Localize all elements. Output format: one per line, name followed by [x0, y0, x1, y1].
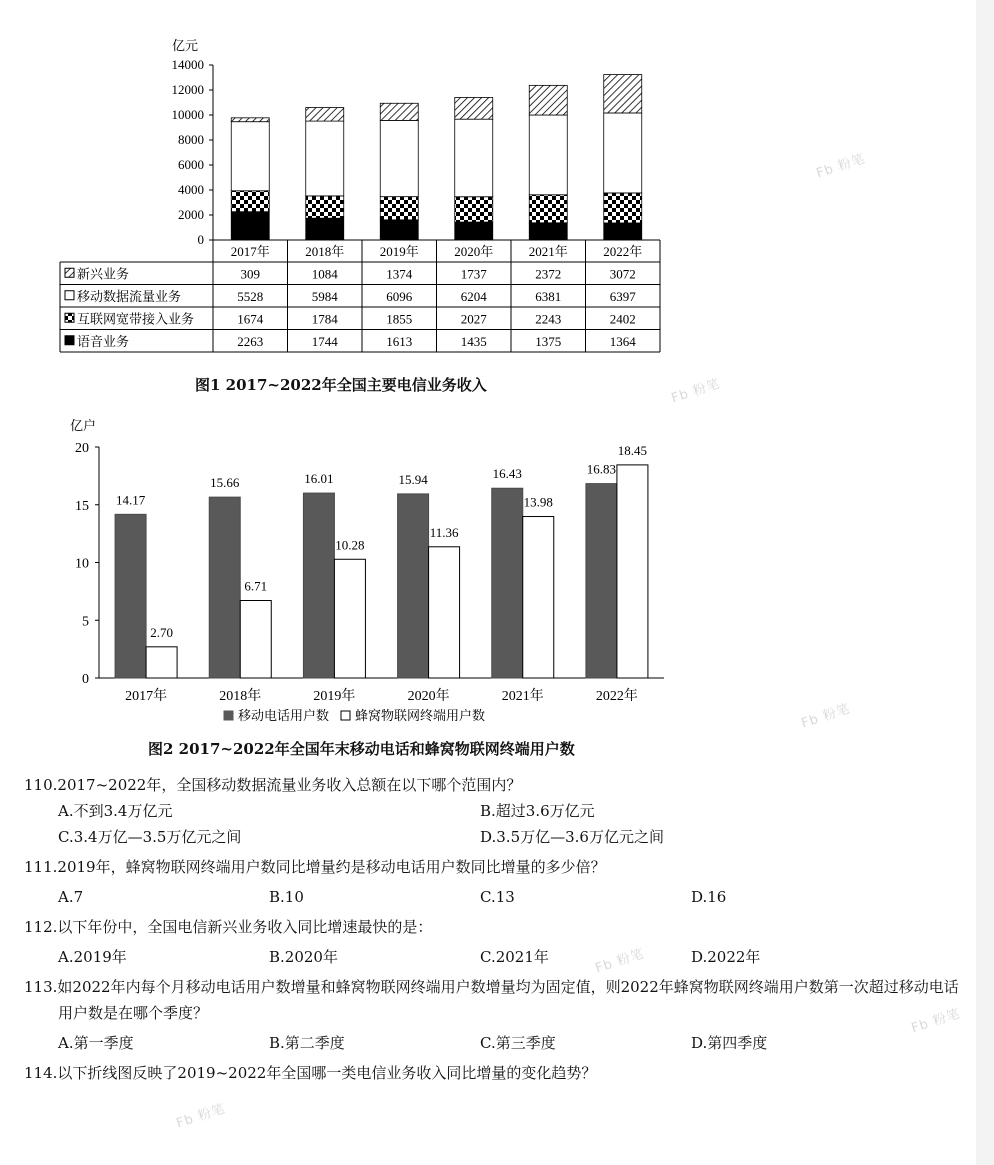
figure2-data-label: 18.45: [617, 442, 648, 458]
figure2-data-label: 2.70: [150, 624, 173, 640]
question-number: 111.: [24, 858, 58, 876]
figure1-legend-marker: [65, 313, 74, 322]
figure2-bar-iot: [240, 600, 271, 678]
figure1-table-cell: 2243: [535, 311, 562, 327]
question-text: 2017~2022年，全国移动数据流量业务收入总额在以下哪个范围内？: [57, 776, 522, 794]
figure2-bar-iot: [617, 465, 648, 678]
figure2-bar-iot: [523, 517, 554, 678]
figure1-bar-segment: [306, 121, 344, 196]
figure1-bar-segment: [455, 119, 493, 197]
watermark: Fb 粉笔: [799, 701, 853, 732]
figure2-legend-marker: [341, 711, 350, 720]
watermark: Fb 粉笔: [593, 946, 647, 977]
question-list: [24, 770, 964, 1086]
figure2-legend-label: 蜂窝物联网终端用户数: [355, 708, 486, 723]
figure1-legend-marker: [65, 336, 74, 345]
figure1-x-tick-label: 2018年: [305, 244, 345, 259]
figure1-legend-label: 语音业务: [77, 333, 130, 349]
figure2-legend-marker: [224, 711, 233, 720]
figure1-bar-segment: [529, 85, 567, 115]
question-number: 112.: [24, 918, 58, 936]
figure1-table-cell: 1364: [609, 333, 636, 349]
figure2-bar-mobile: [209, 497, 240, 678]
figure2-data-label: 6.71: [244, 578, 268, 594]
figure2-bar-iot: [429, 547, 460, 678]
figure2-legend-label: 移动电话用户数: [238, 708, 330, 723]
figure2-data-label: 16.01: [304, 471, 334, 487]
figure2-data-label: 16.43: [492, 466, 522, 482]
figure1-bar-segment: [455, 97, 493, 119]
question-text: 以下折线图反映了2019~2022年全国哪一类电信业务收入同比增量的变化趋势？: [57, 1064, 597, 1082]
figure1-bar-segment: [231, 212, 269, 240]
option-a[interactable]: A.第一季度: [58, 1034, 134, 1052]
question-110: [24, 772, 964, 798]
figure1-bar-segment: [380, 120, 418, 196]
figure1-x-tick-label: 2021年: [528, 244, 568, 259]
figure1-table-cell: 1375: [535, 333, 562, 349]
figure1-table-cell: 2372: [535, 266, 562, 282]
figure1-y-tick-label: 2000: [178, 207, 204, 222]
figure1-legend-marker: [65, 268, 74, 277]
figure2-title: 图2 2017~2022年全国年末移动电话和蜂窝物联网终端用户数: [148, 740, 575, 758]
question-text: 如2022年内每个月移动电话用户数增量和蜂窝物联网终端用户数增量均为固定值，则2022年蜂窝物联网终端用户数第一次超过移动电话用户数是在哪个季度？: [57, 978, 959, 1022]
figure1-legend-marker: [65, 291, 74, 300]
figure2-data-label: 15.66: [210, 475, 240, 491]
figure1-legend-label: 互联网宽带接入业务: [77, 311, 195, 327]
option-b[interactable]: B.10: [269, 888, 304, 906]
question-number: 114.: [24, 1064, 58, 1082]
figure1-bar-segment: [231, 118, 269, 122]
figure1-bar-segment: [306, 218, 344, 240]
figure1-table-cell: 6381: [535, 288, 562, 304]
figure1-bar-segment: [455, 197, 493, 222]
option-c[interactable]: C.3.4万亿—3.5万亿元之间: [58, 828, 242, 846]
options-110: [24, 798, 964, 850]
figure2-x-tick-label: 2020年: [407, 689, 450, 704]
option-a[interactable]: A.7: [58, 888, 84, 906]
figure1-table-cell: 1784: [311, 311, 338, 327]
watermark: Fb 粉笔: [814, 151, 868, 182]
figure1-stacked-bar-chart: [0, 20, 994, 380]
figure1-bar-segment: [604, 113, 642, 193]
option-d[interactable]: D.3.5万亿—3.6万亿元之间: [480, 828, 664, 846]
figure2-bar-mobile: [492, 488, 523, 678]
figure2-grouped-bar-chart: [0, 410, 994, 740]
question-text: 2019年，蜂窝物联网终端用户数同比增量约是移动电话用户数同比增量的多少倍？: [57, 858, 606, 876]
figure1-bar-segment: [231, 122, 269, 191]
figure2-x-tick-label: 2022年: [595, 689, 638, 704]
option-c[interactable]: C.13: [480, 888, 515, 906]
figure1-bar-segment: [231, 191, 269, 212]
figure2-data-label: 15.94: [398, 471, 428, 487]
figure2-bar-iot: [146, 647, 177, 678]
figure1-table-cell: 6096: [386, 288, 413, 304]
figure1-y-tick-label: 6000: [178, 157, 204, 172]
figure2-bar-mobile: [586, 484, 617, 678]
figure1-y-tick-label: 14000: [171, 57, 204, 72]
option-a[interactable]: A.2019年: [58, 948, 127, 966]
figure1-bar-segment: [380, 220, 418, 240]
figure1-table-cell: 6397: [609, 288, 636, 304]
figure1-table-cell: 1613: [386, 333, 413, 349]
figure1-table-cell: 6204: [460, 288, 487, 304]
figure2-x-tick-label: 2018年: [219, 689, 262, 704]
figure1-bar-segment: [604, 75, 642, 113]
figure2-data-label: 10.28: [335, 537, 365, 553]
figure2-y-tick-label: 10: [75, 556, 89, 572]
figure1-y-unit: 亿元: [172, 38, 199, 53]
figure2-bar-iot: [334, 559, 365, 678]
figure2-data-label: 13.98: [523, 494, 553, 510]
watermark: Fb 粉笔: [909, 1006, 963, 1037]
figure1-table-cell: 2402: [609, 311, 636, 327]
option-a[interactable]: A.不到3.4万亿元: [58, 802, 173, 820]
option-b[interactable]: B.2020年: [269, 948, 338, 966]
figure2-y-tick-label: 5: [82, 614, 89, 630]
figure1-table-cell: 1744: [311, 333, 338, 349]
figure1-bar-segment: [604, 193, 642, 223]
figure2-y-unit: 亿户: [70, 418, 97, 433]
figure2-x-tick-label: 2021年: [501, 689, 544, 704]
options-111: [24, 884, 964, 910]
question-111: [24, 854, 964, 880]
figure1-x-tick-label: 2020年: [454, 244, 494, 259]
figure2-bar-mobile: [115, 514, 146, 678]
figure2-y-tick-label: 20: [75, 441, 89, 456]
figure2-y-tick-label: 15: [75, 498, 89, 514]
question-number: 113.: [24, 978, 58, 996]
figure1-bar-segment: [380, 197, 418, 220]
figure2-data-label: 16.83: [586, 461, 617, 477]
figure1-legend-label: 移动数据流量业务: [77, 288, 182, 304]
question-number: 110.: [24, 776, 58, 794]
question-113: [24, 974, 964, 1026]
figure1-table-cell: 1855: [386, 311, 413, 327]
figure1-y-tick-label: 4000: [178, 182, 204, 197]
figure1-table-cell: 3072: [609, 266, 636, 282]
question-text: 以下年份中，全国电信新兴业务收入同比增速最快的是：: [57, 918, 433, 936]
options-113: [24, 1030, 964, 1056]
figure1-table-cell: 5984: [311, 288, 338, 304]
figure1-x-tick-label: 2017年: [230, 244, 270, 259]
figure1-x-tick-label: 2022年: [603, 244, 643, 259]
figure2-bar-mobile: [398, 494, 429, 678]
figure1-y-tick-label: 10000: [171, 107, 204, 122]
figure1-bar-segment: [306, 196, 344, 218]
figure1-bar-segment: [604, 223, 642, 240]
figure1-y-tick-label: 0: [197, 232, 204, 247]
figure1-table-cell: 309: [240, 266, 260, 282]
figure1-table-cell: 2027: [460, 311, 487, 327]
figure2-x-tick-label: 2019年: [313, 689, 356, 704]
figure1-table-cell: 1374: [386, 266, 413, 282]
figure1-bar-segment: [529, 223, 567, 240]
figure2-data-label: 14.17: [115, 492, 146, 508]
option-c[interactable]: C.2021年: [480, 948, 549, 966]
option-b[interactable]: B.超过3.6万亿元: [480, 802, 595, 820]
figure2-x-tick-label: 2017年: [125, 689, 168, 704]
question-114: [24, 1060, 964, 1086]
figure1-legend-label: 新兴业务: [77, 266, 130, 282]
figure1-bar-segment: [455, 222, 493, 240]
figure1-bar-segment: [529, 195, 567, 223]
figure2-y-tick-label: 0: [82, 672, 89, 687]
figure1-table-cell: 2263: [237, 333, 264, 349]
options-112: [24, 944, 964, 970]
option-d[interactable]: D.第四季度: [691, 1034, 768, 1052]
figure2-bar-mobile: [303, 493, 334, 678]
figure1-table-cell: 1674: [237, 311, 264, 327]
question-112: [24, 914, 964, 940]
figure1-y-tick-label: 12000: [171, 82, 204, 97]
figure2-data-label: 11.36: [429, 524, 459, 540]
figure1-x-tick-label: 2019年: [379, 244, 419, 259]
watermark: Fb 粉笔: [174, 1101, 228, 1132]
figure1-title: 图1 2017~2022年全国主要电信业务收入: [195, 376, 487, 394]
figure1-table-cell: 1737: [460, 266, 487, 282]
option-b[interactable]: B.第二季度: [269, 1034, 345, 1052]
option-d[interactable]: D.16: [691, 888, 727, 906]
figure1-bar-segment: [380, 103, 418, 120]
watermark: Fb 粉笔: [669, 376, 723, 407]
option-d[interactable]: D.2022年: [691, 948, 761, 966]
figure1-table-cell: 1435: [460, 333, 487, 349]
figure1-table-cell: 5528: [237, 288, 264, 304]
figure1-y-tick-label: 8000: [178, 132, 204, 147]
figure1-bar-segment: [529, 115, 567, 195]
figure1-bar-segment: [306, 108, 344, 122]
figure1-table-cell: 1084: [311, 266, 338, 282]
option-c[interactable]: C.第三季度: [480, 1034, 556, 1052]
